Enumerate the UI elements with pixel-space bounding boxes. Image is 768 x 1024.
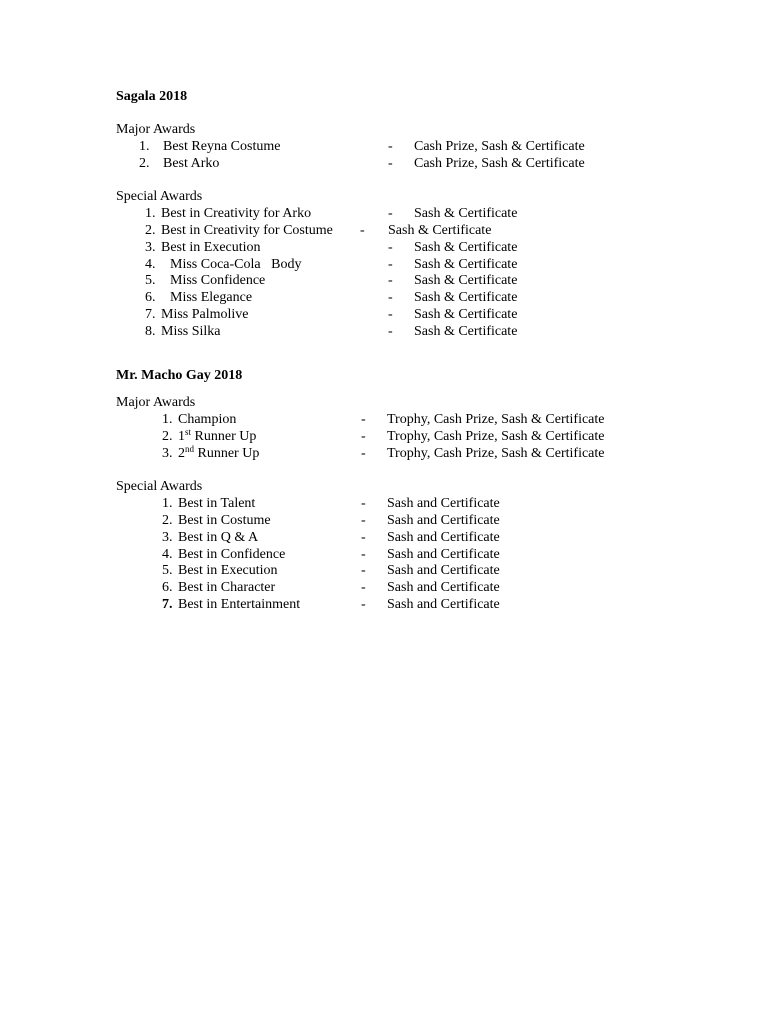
- award-number: 1.: [162, 496, 173, 511]
- award-dash: -: [361, 547, 366, 562]
- award-dash: -: [388, 324, 393, 339]
- award-label-text: Runner Up: [194, 429, 257, 444]
- award-label: Miss Confidence: [170, 273, 266, 288]
- award-prize: Trophy, Cash Prize, Sash & Certificate: [387, 429, 605, 444]
- award-prize: Sash and Certificate: [387, 530, 500, 545]
- award-label: Best in Entertainment: [178, 597, 301, 612]
- award-dash: -: [388, 156, 393, 171]
- award-label: Best Reyna Costume: [163, 139, 281, 154]
- award-label: Best in Character: [178, 580, 276, 595]
- award-number: 2.: [162, 429, 173, 444]
- major-awards-heading: Major Awards: [116, 395, 196, 410]
- award-label: Miss Elegance: [170, 290, 253, 305]
- ordinal-suffix: nd: [185, 444, 194, 454]
- special-awards-heading: Special Awards: [116, 189, 203, 204]
- ordinal-number: 2: [178, 446, 185, 461]
- award-dash: -: [361, 580, 366, 595]
- award-dash: -: [388, 307, 393, 322]
- award-prize: Cash Prize, Sash & Certificate: [414, 156, 585, 171]
- award-prize: Trophy, Cash Prize, Sash & Certificate: [387, 412, 605, 427]
- award-number: 2.: [162, 513, 173, 528]
- award-prize: Sash and Certificate: [387, 597, 500, 612]
- award-dash: -: [360, 223, 365, 238]
- award-number: 3.: [162, 530, 173, 545]
- award-dash: -: [361, 496, 366, 511]
- award-number: 2.: [145, 223, 156, 238]
- award-label: Best in Confidence: [178, 547, 286, 562]
- award-number: 1.: [162, 412, 173, 427]
- award-label: Best in Creativity for Arko: [161, 206, 312, 221]
- award-dash: -: [388, 273, 393, 288]
- award-label: [178, 445, 259, 462]
- award-label: Miss Palmolive: [161, 307, 249, 322]
- ordinal-number: 1: [178, 429, 185, 444]
- award-prize: Sash and Certificate: [387, 496, 500, 511]
- award-dash: -: [361, 412, 366, 427]
- award-prize: Sash & Certificate: [414, 290, 518, 305]
- award-label: Miss Coca-Cola Body: [170, 257, 302, 272]
- award-dash: -: [388, 139, 393, 154]
- award-dash: -: [388, 240, 393, 255]
- award-dash: -: [361, 563, 366, 578]
- award-prize: Sash & Certificate: [414, 257, 518, 272]
- award-dash: -: [388, 257, 393, 272]
- award-dash: -: [361, 446, 366, 461]
- award-prize: Sash & Certificate: [414, 240, 518, 255]
- award-dash: -: [388, 206, 393, 221]
- award-label: Miss Silka: [161, 324, 221, 339]
- award-prize: Sash and Certificate: [387, 580, 500, 595]
- award-prize: Sash and Certificate: [387, 513, 500, 528]
- award-label-text: Runner Up: [197, 446, 260, 461]
- section-title: Sagala 2018: [116, 89, 188, 104]
- section-title: Mr. Macho Gay 2018: [116, 368, 243, 383]
- award-prize: Sash & Certificate: [414, 324, 518, 339]
- award-dash: -: [361, 429, 366, 444]
- award-prize: Sash and Certificate: [387, 563, 500, 578]
- award-number: 6.: [162, 580, 173, 595]
- award-label: [178, 428, 256, 445]
- award-dash: -: [388, 290, 393, 305]
- award-number: 5.: [145, 273, 156, 288]
- ordinal-suffix: st: [185, 427, 192, 437]
- award-number: 8.: [145, 324, 156, 339]
- award-label: Best in Execution: [178, 563, 278, 578]
- award-prize: Cash Prize, Sash & Certificate: [414, 139, 585, 154]
- award-number: 1.: [139, 139, 150, 154]
- award-number: 7.: [162, 597, 173, 612]
- award-label: Best in Q & A: [178, 530, 259, 545]
- award-prize: Sash & Certificate: [414, 206, 518, 221]
- award-dash: -: [361, 597, 366, 612]
- award-number: 3.: [145, 240, 156, 255]
- award-number: 5.: [162, 563, 173, 578]
- award-number: 7.: [145, 307, 156, 322]
- award-number: 6.: [145, 290, 156, 305]
- award-prize: Sash & Certificate: [414, 307, 518, 322]
- award-label: Best in Execution: [161, 240, 261, 255]
- award-dash: -: [361, 530, 366, 545]
- major-awards-heading: Major Awards: [116, 122, 196, 137]
- award-label: Best in Costume: [178, 513, 271, 528]
- award-number: 3.: [162, 446, 173, 461]
- award-number: 4.: [145, 257, 156, 272]
- award-prize: Sash & Certificate: [388, 223, 492, 238]
- special-awards-heading: Special Awards: [116, 479, 203, 494]
- award-number: 1.: [145, 206, 156, 221]
- award-dash: -: [361, 513, 366, 528]
- award-number: 4.: [162, 547, 173, 562]
- award-label: Best Arko: [163, 156, 220, 171]
- award-number: 2.: [139, 156, 150, 171]
- award-prize: Trophy, Cash Prize, Sash & Certificate: [387, 446, 605, 461]
- award-prize: Sash and Certificate: [387, 547, 500, 562]
- award-label: Best in Talent: [178, 496, 256, 511]
- award-prize: Sash & Certificate: [414, 273, 518, 288]
- award-label: Best in Creativity for Costume: [161, 223, 333, 238]
- award-label: Champion: [178, 412, 237, 427]
